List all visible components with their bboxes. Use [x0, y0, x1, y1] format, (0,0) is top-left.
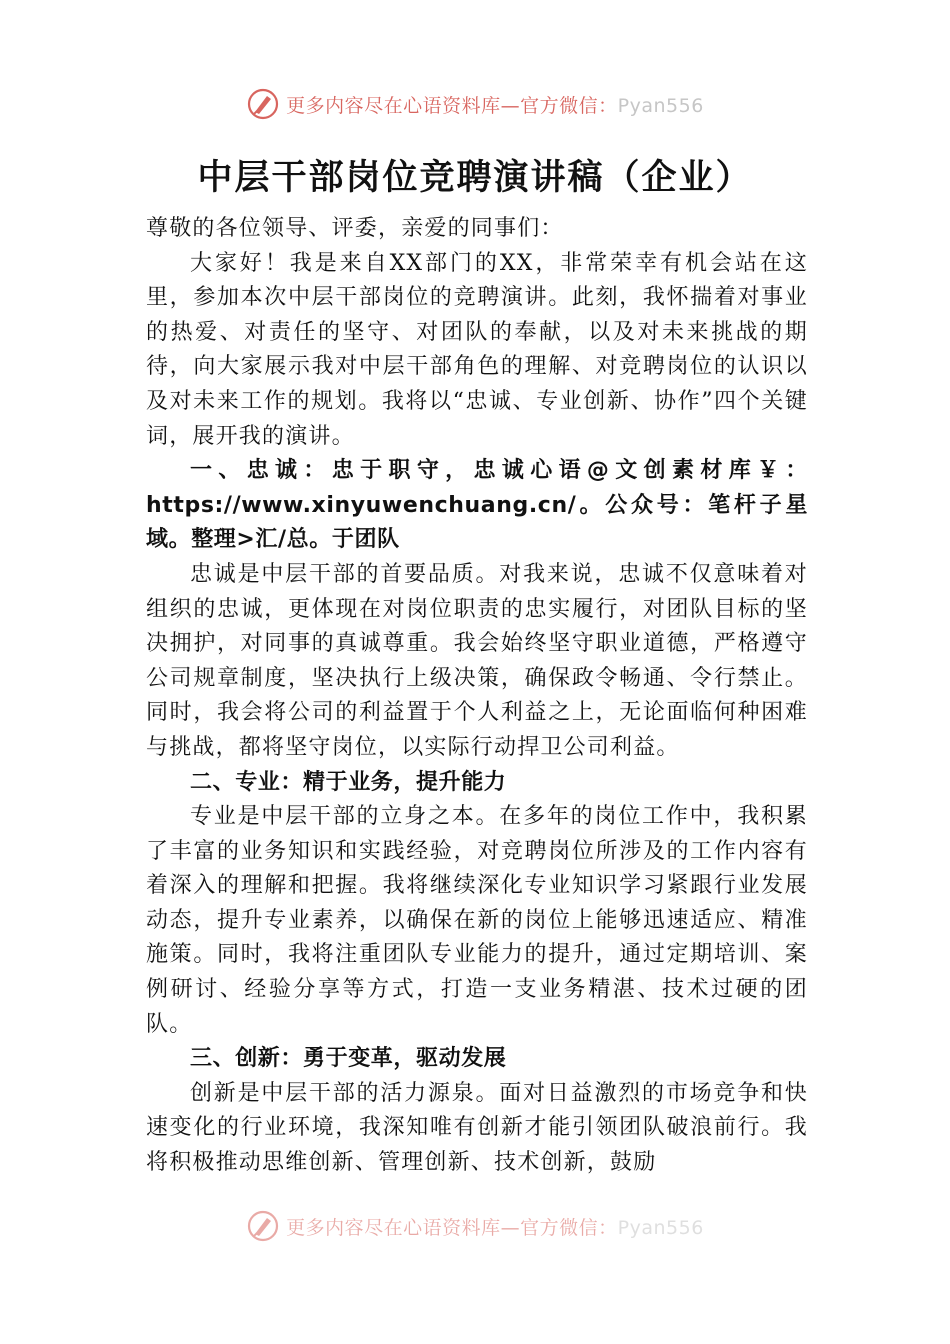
watermark-text: 更多内容尽在心语资料库—官方微信：Pyan556: [286, 94, 704, 117]
section-body-professional: 专业是中层干部的立身之本。在多年的岗位工作中，我积累了丰富的业务知识和实践经验，对竞聘岗位所涉及的工作内容有着深入的理解和把握。我将继续深化专业知识学习紧跟行业发展动态，提升专业素养，以确保在新的岗位上能够迅速适应、精准施策。同时，我将注重团队专业能力的提升，通过定期培训、案例研讨、经验分享等方式，打造一支业务精湛、技术过硬的团队。: [146, 804, 808, 1037]
header-watermark-banner: [0, 84, 950, 124]
section-heading-loyalty: 一、忠诚：忠于职守，忠诚心语@文创素材库￥：https://www.xinyuwenchuang.cn/。公众号：笔杆子星域。整理>汇/总。于团队: [146, 458, 808, 553]
pen-nib-icon: [246, 87, 280, 121]
pen-nib-icon: [246, 1209, 280, 1243]
document-title: 中层干部岗位竞聘演讲稿（企业）: [197, 157, 753, 198]
wechat-id: Pyan556: [617, 94, 704, 117]
document-body: [146, 212, 808, 1218]
wechat-id: Pyan556: [617, 1216, 704, 1239]
section-body-innovation: 创新是中层干部的活力源泉。面对日益激烈的市场竞争和快速变化的行业环境，我深知唯有创新才能引领团队破浪前行。我将积极推动思维创新、管理创新、技术创新，鼓励: [146, 1080, 808, 1176]
intro-paragraph: 大家好！我是来自XX部门的XX，非常荣幸有机会站在这里，参加本次中层干部岗位的竞聘演讲。此刻，我怀揣着对事业的热爱、对责任的坚守、对团队的奉献，以及对未来挑战的期待，向大家展示我对中层干部角色的理解、对竞聘岗位的认识以及对未来工作的规划。我将以“忠诚、专业创新、协作”四个关键词，展开我的演讲。: [146, 250, 808, 449]
section-heading-innovation: 三、创新：勇于变革，驱动发展: [190, 1046, 507, 1072]
watermark-text: 更多内容尽在心语资料库—官方微信：Pyan556: [286, 1216, 704, 1239]
section-body-loyalty: 忠诚是中层干部的首要品质。对我来说，忠诚不仅意味着对组织的忠诚，更体现在对岗位职责的忠实履行，对团队目标的坚决拥护，对同事的真诚尊重。我会始终坚守职业道德，严格遵守公司规章制度，坚决执行上级决策，确保政令畅通、令行禁止。同时，我会将公司的利益置于个人利益之上，无论面临何种困难与挑战，都将坚守岗位，以实际行动捍卫公司利益。: [146, 561, 808, 760]
footer-watermark-banner: [0, 1206, 950, 1246]
greeting: 尊敬的各位领导、评委，亲爱的同事们：: [146, 216, 564, 241]
section-heading-professional: 二、专业：精于业务，提升能力: [190, 769, 507, 795]
